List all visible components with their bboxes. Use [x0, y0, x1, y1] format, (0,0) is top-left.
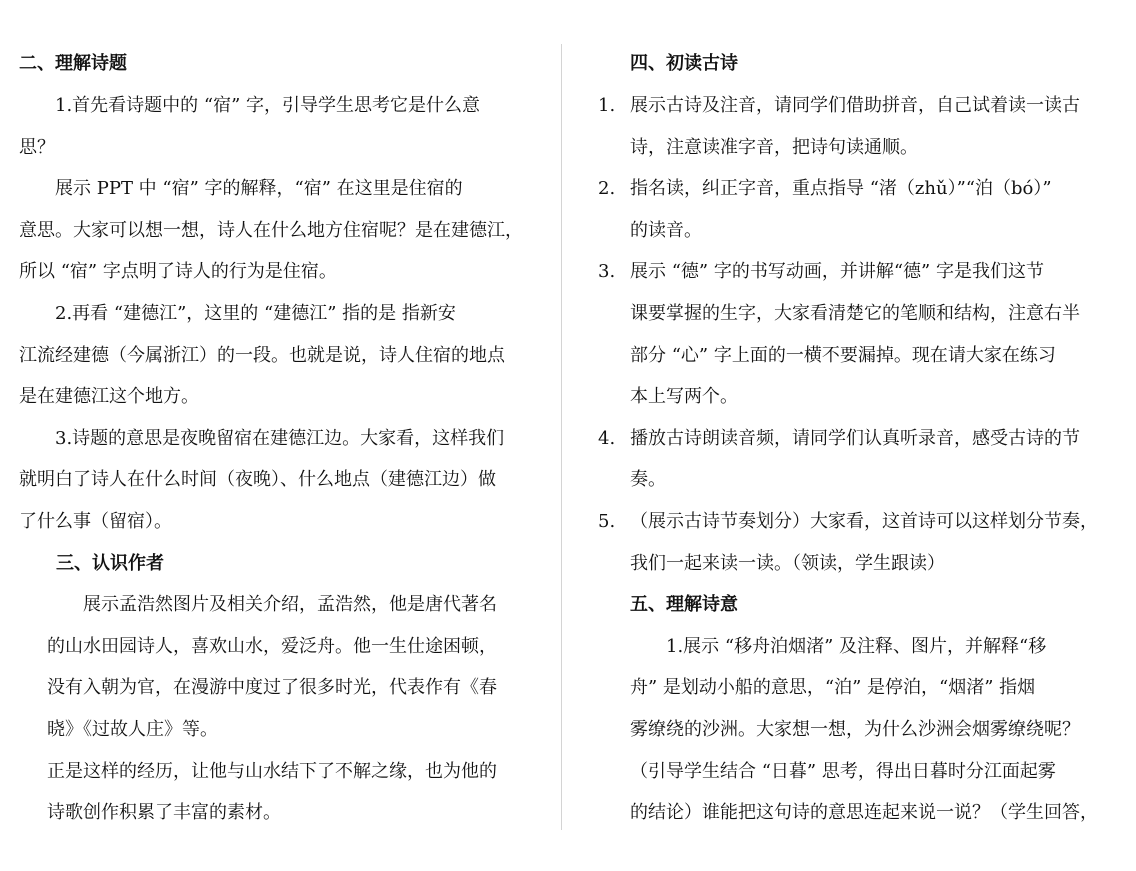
text-line: 是在建德江这个地方。 — [19, 386, 199, 407]
text-line: 所以 “宿” 字点明了诗人的行为是住宿。 — [19, 261, 337, 282]
text-line: 本上写两个。 — [630, 386, 738, 407]
text-line: 播放古诗朗读音频，请同学们认真听录音，感受古诗的节 — [630, 428, 1080, 449]
text-line: 江流经建德（今属浙江）的一段。也就是说，诗人住宿的地点 — [19, 345, 505, 366]
text-line: 奏。 — [630, 469, 666, 490]
text-line: 3.诗题的意思是夜晚留宿在建德江边。大家看，这样我们 — [55, 428, 505, 449]
text-line: （展示古诗节奏划分）大家看，这首诗可以这样划分节奏， — [630, 511, 1098, 532]
text-line: 雾缭绕的沙洲。大家想一想，为什么沙洲会烟雾缭绕呢？ — [630, 719, 1080, 740]
text-line: 我们一起来读一读。（领读，学生跟读） — [630, 553, 945, 574]
list-number: 4. — [598, 428, 616, 449]
list-number: 1. — [598, 95, 616, 116]
text-line: 2.再看 “建德江”，这里的 “建德江” 指的是 指新安 — [55, 303, 456, 324]
text-line: 1.展示 “移舟泊烟渚” 及注释、图片，并解释“移 — [666, 636, 1047, 657]
text-line: 展示 PPT 中 “宿” 字的解释，“宿” 在这里是住宿的 — [55, 178, 463, 199]
list-number: 2. — [598, 178, 616, 199]
section-heading-first-reading: 四、初读古诗 — [630, 53, 738, 74]
text-line: 课要掌握的生字，大家看清楚它的笔顺和结构，注意右半 — [630, 303, 1080, 324]
section-heading-understand-title: 二、理解诗题 — [19, 53, 127, 74]
text-line: 意思。大家可以想一想，诗人在什么地方住宿呢？是在建德江， — [19, 220, 523, 241]
text-line: 指名读，纠正字音，重点指导 “渚（zhǔ）”“泊（bó）” — [630, 178, 1052, 199]
text-line: 展示 “德” 字的书写动画，并讲解“德” 字是我们这节 — [630, 261, 1044, 282]
text-line: 就明白了诗人在什么时间（夜晚）、什么地点（建德江边）做 — [19, 469, 496, 490]
text-line: 诗歌创作积累了丰富的素材。 — [47, 802, 281, 823]
section-heading-author: 三、认识作者 — [56, 553, 164, 574]
text-line: 思？ — [19, 137, 55, 158]
text-line: （引导学生结合 “日暮” 思考，得出日暮时分江面起雾 — [630, 761, 1056, 782]
text-line: 展示古诗及注音，请同学们借助拼音，自己试着读一读古 — [630, 95, 1080, 116]
text-line: 部分 “心” 字上面的一横不要漏掉。现在请大家在练习 — [630, 345, 1056, 366]
text-line: 1.首先看诗题中的 “宿” 字，引导学生思考它是什么意 — [55, 95, 481, 116]
text-line: 舟” 是划动小船的意思，“泊” 是停泊，“烟渚” 指烟 — [630, 677, 1036, 698]
text-line: 的读音。 — [630, 220, 702, 241]
text-line: 的结论）谁能把这句诗的意思连起来说一说？（学生回答， — [630, 802, 1098, 823]
text-line: 的山水田园诗人，喜欢山水，爱泛舟。他一生仕途困顿， — [47, 636, 497, 657]
list-number: 3. — [598, 261, 616, 282]
list-number: 5. — [598, 511, 616, 532]
text-line: 没有入朝为官，在漫游中度过了很多时光，代表作有《春 — [47, 677, 497, 698]
text-line: 正是这样的经历，让他与山水结下了不解之缘，也为他的 — [47, 761, 497, 782]
column-divider — [561, 44, 562, 830]
text-line: 晓》《过故人庄》等。 — [47, 719, 218, 740]
text-line: 了什么事（留宿）。 — [19, 511, 172, 532]
text-line: 展示孟浩然图片及相关介绍，孟浩然，他是唐代著名 — [83, 594, 497, 615]
text-line: 诗，注意读准字音，把诗句读通顺。 — [630, 137, 918, 158]
section-heading-understand-meaning: 五、理解诗意 — [630, 594, 738, 615]
